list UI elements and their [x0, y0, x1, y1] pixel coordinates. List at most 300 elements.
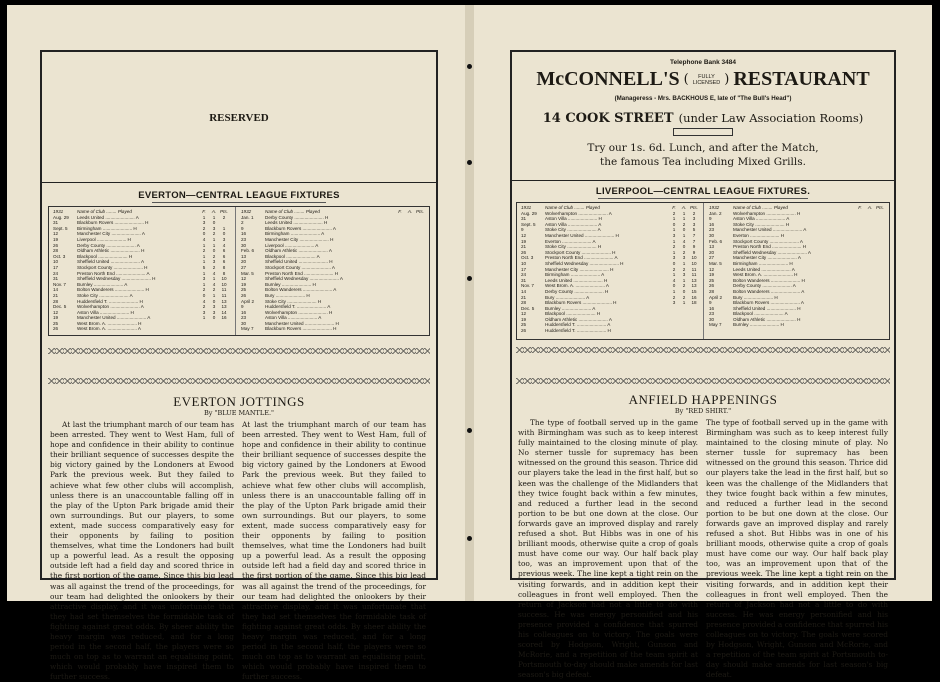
fixture-date: 17	[53, 264, 59, 270]
points: 13	[691, 283, 697, 289]
article-byline: By "BLUE MANTLE."	[203, 409, 275, 417]
fixture-club: Stockport County ....................... A	[265, 264, 335, 270]
fixture-date: Sept. 5	[521, 221, 536, 227]
fixture-club: Manchester City ....................... A	[733, 255, 801, 261]
for-header: F.	[672, 205, 676, 210]
goals-for: 2	[202, 225, 206, 231]
article-column-2	[706, 418, 888, 680]
goals-for: 1	[672, 272, 676, 278]
goals-for	[199, 326, 209, 332]
fixture-date: 17	[521, 266, 527, 272]
fixture-club: Oldham Athletic ....................... H	[77, 248, 145, 254]
goals-for: 1	[202, 270, 206, 276]
goals-for: 0	[672, 260, 676, 266]
fixture-club: Stoke City ....................... H	[545, 244, 602, 250]
club-header: Name of Club ........ Played	[265, 209, 320, 214]
article-byline: By "RED SHIRT."	[674, 407, 732, 415]
year-label: 1931	[53, 209, 64, 214]
points: 3	[692, 221, 696, 227]
fixture-date: 16	[709, 305, 715, 311]
goals-against: 3	[682, 255, 686, 261]
goals-against: 4	[682, 238, 686, 244]
decorative-bar	[673, 128, 733, 136]
fixture-club: Bury ....................... A	[545, 294, 590, 300]
goals-against: 0	[212, 248, 216, 254]
goals-against: 1	[212, 276, 216, 282]
fixture-date: 26	[241, 292, 247, 298]
goals-against: 1	[682, 232, 686, 238]
fixture-club: Liverpool ....................... A	[265, 242, 319, 248]
goals-for: 3	[672, 232, 676, 238]
reserved-label: RESERVED	[209, 112, 269, 124]
fixture-club: Stockport County ....................... H	[545, 249, 616, 255]
fixture-date: May 7	[241, 326, 254, 332]
fixture-club: Wolverhampton ....................... H	[733, 210, 801, 216]
points: 13	[221, 298, 227, 304]
fixture-date: 10	[521, 260, 527, 266]
fixture-date: 31	[53, 276, 59, 282]
fixture-date: 13	[241, 253, 247, 259]
points: 11	[221, 292, 227, 298]
goals-against	[865, 322, 875, 328]
fixture-date: 19	[53, 236, 59, 242]
fixture-club: Huddersfield T. ....................... A	[545, 322, 611, 328]
address-line	[512, 107, 894, 126]
goals-against: 1	[682, 300, 686, 306]
staple-hole	[467, 536, 472, 541]
fixture-club: Aston Villa ....................... A	[733, 216, 790, 222]
points	[689, 328, 699, 334]
fixture-club: Blackpool ....................... A	[265, 253, 320, 259]
goals-against: 3	[682, 272, 686, 278]
fixture-club: Sheffield United ....................... H	[733, 305, 801, 311]
for-header: F.	[202, 209, 206, 214]
goals-against: 1	[682, 260, 686, 266]
fixture-club: Manchester United ....................... A	[77, 315, 151, 321]
fixture-club: Blackpool ....................... H	[545, 311, 601, 317]
fixture-club: Birmingham ....................... A	[265, 231, 325, 237]
fixture-club: Leeds United ....................... A	[77, 214, 139, 220]
fixture-club: Bolton Wanderers ....................... H	[77, 287, 149, 293]
fixture-date: 20	[709, 249, 715, 255]
fixture-date: 9	[521, 227, 524, 233]
fixture-club: Stoke City ....................... H	[733, 221, 790, 227]
article-body: The type of football served up in the game with Birmingham was such as to keep interest fully maintained to the closing minute of play. No sterner tussle for supremacy has been witnessed on the ground this season. Thrice did our players take the lead in the first half, but so keen was the challenge of the Midlanders that they twice fought back within a few minutes, and reduced a further lead in the second portion to be but one down at the close. Our forwards gave an improved display and rarely refused a shot. But Hibbs was in one of his brilliant moods, otherwise quite a crop of goals must have come our way. Our half back play too, was an improvement upon that of the previous week. The line kept a tight rein on the visiting forwards, and in addition kept their colleagues in front well employed. Then the return of Jackson had not a little to do with success. He was energy personified and his presence provided a confidence that spurred his colleagues on to victory. The goals were scored by Hodgson, Wright, Gunson and McRorie, and a repetition of the team spirit at Portsmouth to-day should make amends for last season's big defeat.	[518, 418, 698, 680]
telephone-number: Telephone Bank 3484	[670, 59, 736, 66]
fixture-date: 23	[709, 311, 715, 317]
goals-for: 2	[202, 287, 206, 293]
restaurant-name-left: McCONNELL'S	[536, 68, 680, 90]
points: 6	[222, 253, 226, 259]
fixture-date: 26	[521, 249, 527, 255]
goals-for: 2	[202, 304, 206, 310]
article-body: At last the triumphant march of our team has been arrested. They went to West Ham, full of hope and confidence in their ability to continue their brilliant sequence of successes despite the big victory gained by the Londoners at Ewood Park the previous week. But they failed to achieve what few other clubs will accomplish, unless there is an unaccountable falling off in the play of the Upton Park brigade amid their own surroundings. But our players, to some extent, made success comparatively easy for their opponents by failing to position themselves, what time the Londoners had built up a powerful lead. As a result the opposing outside left had a field day and scored thrice in the first portion of the game. Since this big lead was all against the trend of the proceedings, for our team had delighted the onlookers by their attractive display, and it was unfortunate that they had set themselves the formidable task of fighting against great odds. By sheer ability the heavy margin was reduced, and for a long period in the second half, the players were so much on top as to warrant an equalising point, which would probably have inspired them to further success.	[50, 420, 234, 682]
fixture-club: Bury ....................... H	[265, 292, 310, 298]
points: 13	[221, 304, 227, 310]
fixture-date: 21	[53, 292, 59, 298]
fixture-date: 26	[521, 328, 527, 334]
fixture-date: 28	[53, 298, 59, 304]
fixture-date: 26	[53, 326, 59, 332]
goals-against: 2	[682, 266, 686, 272]
fixture-club: Derby County ....................... A	[733, 283, 796, 289]
goals-against: 0	[212, 315, 216, 321]
fixture-club: Blackburn Rovers ....................... A	[733, 300, 804, 306]
fixture-date: 14	[521, 288, 527, 294]
fixture-club: Derby County ....................... H	[265, 214, 329, 220]
goals-for: 0	[672, 283, 676, 289]
points: 9	[692, 249, 696, 255]
goals-against: 2	[212, 287, 216, 293]
fixture-date: 12	[241, 276, 247, 282]
points: 11	[691, 272, 697, 278]
fixture-date: 31	[521, 277, 527, 283]
club-header: Name of Club ........ Played	[545, 205, 600, 210]
points-header: Pts.	[416, 209, 424, 214]
fixture-club: West Brom. A. ....................... H	[77, 320, 142, 326]
fixture-club: Oldham Athletic ....................... H	[733, 316, 801, 322]
fixture-club: Stoke City ....................... A	[545, 227, 601, 233]
goals-for: 2	[672, 266, 676, 272]
fixture-date: April 2	[241, 298, 255, 304]
divider	[152, 202, 326, 203]
fixture-date: 27	[709, 255, 715, 261]
goals-for: 2	[672, 210, 676, 216]
fixture-club: Bolton Wanderers ....................... A	[733, 288, 805, 294]
goals-against: 1	[212, 214, 216, 220]
points: 13	[691, 277, 697, 283]
fixture-date: 9	[709, 300, 712, 306]
goals-for: 1	[202, 315, 206, 321]
fixture-club: Birmingham ....................... H	[77, 225, 137, 231]
points: 16	[691, 294, 697, 300]
goals-against: 4	[212, 281, 216, 287]
fixture-date: 12	[521, 311, 527, 317]
fixture-club: Leeds United ....................... H	[545, 277, 608, 283]
fixture-date: 19	[53, 315, 59, 321]
fixture-date: 27	[241, 264, 247, 270]
points	[219, 326, 229, 332]
points: 0	[222, 231, 226, 237]
goals-for: 0	[202, 292, 206, 298]
fixture-club: Manchester City ....................... H	[545, 266, 614, 272]
goals-for: 1	[672, 238, 676, 244]
fixture-club: Stockport County ....................... H	[77, 264, 148, 270]
fixture-date: 10	[53, 259, 59, 265]
fixture-club: Bury ....................... H	[733, 294, 778, 300]
fixture-date: 13	[709, 244, 715, 250]
goals-against: 0	[212, 298, 216, 304]
goals-against: 1	[212, 242, 216, 248]
fixture-club: Blackpool ....................... A	[733, 311, 788, 317]
staple-hole	[467, 276, 472, 281]
goals-for: 4	[672, 277, 676, 283]
fixture-date: Oct. 3	[521, 255, 534, 261]
article-body-continued: At last the triumphant march of our team has been arrested. They went to West Ham, full of hope and confidence in their ability to continue their brilliant sequence of successes despite the big victory gained by the Londoners at Ewood Park the previous week. But they failed to achieve what few other clubs will accomplish, unless there is an unaccountable falling off in the play of the Upton Park brigade amid their own surroundings. But our players, to some extent, made success comparatively easy for their opponents by failing to position themselves, what time the Londoners had built up a powerful lead. As a result the opposing outside left had a field day and scored thrice in the first portion of the game. Since this big lead was all against the trend of the proceedings, for our team had delighted the onlookers by their attractive display, and it was unfortunate that they had set themselves the formidable task of fighting against great odds. By sheer ability the heavy margin was reduced, and for a long period in the second half, the players were so much on top as to warrant an equalising point, which would probably have inspired them to further success.	[242, 420, 426, 682]
fixture-date: 31	[53, 220, 59, 226]
points: 18	[691, 300, 697, 306]
goals-against: 2	[212, 231, 216, 237]
goals-for: 1	[672, 216, 676, 222]
fixture-club: West Brom. A. ....................... H	[733, 272, 798, 278]
goals-against: 1	[682, 277, 686, 283]
goals-for	[669, 328, 679, 334]
points: 6	[222, 248, 226, 254]
licence-note: FULLY LICENSED	[692, 73, 721, 86]
article-title: EVERTON JOTTINGS	[173, 394, 305, 409]
fixtures-first-half	[53, 209, 229, 333]
goals-for: 3	[202, 276, 206, 282]
right-page-frame	[510, 50, 896, 680]
fixture-date: 26	[53, 242, 59, 248]
liverpool-fixtures-table	[516, 202, 890, 340]
points-header: Pts.	[876, 205, 884, 210]
fixture-club: Huddersfield T. ....................... H	[545, 328, 611, 334]
goals-against: 1	[682, 216, 686, 222]
points: 16	[221, 315, 227, 321]
fixture-club: Preston North End ....................... A	[545, 255, 618, 261]
goals-for: 3	[202, 309, 206, 315]
for-header: F.	[858, 205, 862, 210]
fixture-club: Preston North End ....................... A	[77, 270, 150, 276]
club-header: Name of Club ........ Played	[77, 209, 132, 214]
points: 10	[691, 260, 697, 266]
points: 2	[222, 214, 226, 220]
article-column-1	[518, 418, 698, 680]
address: 14 COOK STREET	[542, 111, 674, 126]
points	[875, 322, 885, 328]
points: 14	[221, 309, 227, 315]
fixture-date: 21	[521, 244, 527, 250]
fixture-club: Manchester United ....................... H	[545, 232, 619, 238]
goals-for: 2	[672, 294, 676, 300]
divider	[512, 180, 894, 181]
points: 3	[222, 236, 226, 242]
against-header: A.	[211, 209, 217, 214]
goals-for: 3	[672, 300, 676, 306]
fixture-date: 25	[53, 320, 59, 326]
restaurant-name-right: RESTAURANT	[733, 68, 870, 90]
goals-for: 0	[202, 231, 206, 237]
fixtures-second-half	[709, 205, 885, 337]
points: 15	[691, 288, 697, 294]
fixture-club: Sheffield Wednesday ....................... H	[545, 260, 624, 266]
fixture-date: 31	[521, 216, 527, 222]
year-label: 1932	[709, 205, 720, 210]
fixture-club: Blackburn Rovers ....................... H	[265, 326, 337, 332]
wavy-divider	[516, 378, 890, 384]
fixture-date: 25	[241, 287, 247, 293]
fixture-club: Huddersfield T. ....................... A	[265, 304, 331, 310]
fixture-date: 21	[521, 294, 527, 300]
fixture-club: Blackpool ....................... H	[77, 253, 133, 259]
fixture-club: Stoke City ....................... H	[265, 298, 322, 304]
goals-against: 3	[212, 309, 216, 315]
fixture-club: Aston Villa ....................... A	[265, 315, 322, 321]
goals-against: 2	[682, 294, 686, 300]
goals-against: 2	[682, 221, 686, 227]
fixture-date: 26	[709, 283, 715, 289]
fixture-date: Mar. 5	[709, 260, 722, 266]
points: 8	[222, 270, 226, 276]
fixture-club: Sheffield United ....................... A	[77, 259, 145, 265]
points: 10	[221, 276, 227, 282]
points: 7	[692, 238, 696, 244]
goals-for: 1	[202, 253, 206, 259]
fixture-club: Oldham Athletic ....................... A	[545, 316, 612, 322]
fixture-date: 16	[709, 221, 715, 227]
fixture-date: 19	[241, 281, 247, 287]
against-header: A.	[681, 205, 687, 210]
fixture-club: Blackburn Rovers ....................... H	[77, 220, 149, 226]
fixture-date: Dec. 5	[53, 304, 67, 310]
fixture-club: Burnley ....................... H	[265, 281, 316, 287]
fixture-club: Birmingham ....................... H	[733, 260, 793, 266]
fixture-row	[53, 326, 229, 332]
fixture-club: Oldham Athletic ....................... A	[265, 248, 332, 254]
fixture-club: West Brom. A. ....................... A	[545, 283, 609, 289]
restaurant-name: McCONNELL'S ( FULLY LICENSED ) RESTAURANT	[536, 68, 870, 90]
goals-against: 3	[212, 259, 216, 265]
fixture-date: 28	[709, 288, 715, 294]
fixture-club: Stoke City ....................... A	[77, 292, 133, 298]
fixture-club: Burnley ....................... H	[733, 322, 784, 328]
goals-for: 1	[202, 281, 206, 287]
points-header: Pts.	[220, 209, 228, 214]
fixture-club: Birmingham ....................... A	[545, 272, 605, 278]
fixture-date: Sept. 5	[53, 225, 68, 231]
fixture-club: Wolverhampton ....................... H	[265, 309, 333, 315]
fixture-club: Aston Villa ....................... H	[77, 309, 134, 315]
binding-gutter	[465, 5, 474, 601]
fixture-date: Nov. 7	[521, 283, 534, 289]
fixture-date: 12	[53, 231, 59, 237]
fixture-club: Burnley ....................... A	[545, 305, 596, 311]
divider	[598, 198, 808, 199]
club-header: Name of Club ........ Played	[733, 205, 788, 210]
reserved-advert-area	[42, 52, 436, 182]
fixture-date: 24	[521, 272, 527, 278]
goals-for: 1	[672, 227, 676, 233]
goals-for: 1	[672, 249, 676, 255]
fixture-date: 19	[521, 316, 527, 322]
points: 11	[691, 266, 697, 272]
points	[415, 326, 425, 332]
fixture-row	[521, 328, 699, 334]
fixture-date: Oct. 3	[53, 253, 66, 259]
points: 1	[222, 225, 226, 231]
fixture-date: 9	[241, 225, 244, 231]
fixture-club: Manchester City ....................... H	[265, 236, 334, 242]
fixture-date: 30	[709, 232, 715, 238]
fixture-club: Huddersfield T. ....................... H	[77, 298, 143, 304]
fixture-club: Leeds United ....................... A	[733, 266, 795, 272]
fixture-club: Everton ....................... H	[733, 232, 785, 238]
points: 7	[692, 232, 696, 238]
fixture-club: Derby County ....................... H	[545, 288, 609, 294]
fixture-date: May 7	[709, 322, 722, 328]
goals-for	[395, 326, 405, 332]
fixture-club: Manchester United ....................... A	[733, 227, 807, 233]
address-note: (under Law Association Rooms)	[678, 111, 864, 125]
fixture-date: 9	[709, 216, 712, 222]
wavy-divider	[48, 378, 430, 384]
fixture-date: 30	[241, 242, 247, 248]
goals-against: 0	[212, 220, 216, 226]
fixture-date: 12	[53, 309, 59, 315]
everton-fixtures-table	[48, 206, 430, 336]
goals-for: 0	[672, 221, 676, 227]
goals-against: 0	[682, 288, 686, 294]
fixture-date: 14	[53, 287, 59, 293]
fixture-date: Jan. 2	[709, 210, 722, 216]
fixture-club: Bolton Wanderers ....................... H	[733, 277, 805, 283]
points: 10	[691, 255, 697, 261]
fixture-date: Jan. 1	[241, 214, 254, 220]
goals-for: 1	[202, 214, 206, 220]
fixture-row	[709, 322, 885, 328]
article-body-continued: The type of football served up in the game with Birmingham was such as to keep interest fully maintained to the closing minute of play. No sterner tussle for supremacy has been witnessed on the ground this season. Thrice did our players take the lead in the first half, but so keen was the challenge of the Midlanders that they twice fought back within a few minutes, and reduced a further lead in the second portion to be but one down at the close. Our forwards gave an improved display and rarely refused a shot. But Hibbs was in one of his brilliant moods, otherwise quite a crop of goals must have come our way. Our half back play too, was an improvement upon that of the previous week. The line kept a tight rein on the visiting forwards, and in addition kept their colleagues in front well employed. Then the return of Jackson had not a little to do with success. He was energy personified and his presence provided a confidence that spurred his colleagues on to victory. The goals were scored by Hodgson, Wright, Gunson and McRorie, and a repetition of the team spirit at Portsmouth to-day should make amends for last season's big defeat.	[706, 418, 888, 680]
against-header: A.	[867, 205, 873, 210]
goals-against: 2	[682, 283, 686, 289]
fixture-club: Derby County ....................... A	[77, 242, 140, 248]
goals-against: 4	[212, 270, 216, 276]
fixture-club: Preston North End ....................... H	[265, 270, 339, 276]
divider	[42, 182, 436, 183]
fixture-club: Aston Villa ....................... A	[545, 221, 602, 227]
fixture-date: 19	[521, 238, 527, 244]
left-page-frame	[40, 50, 438, 682]
fixture-club: Blackburn Rovers ....................... H	[545, 300, 617, 306]
fixture-date: April 2	[709, 294, 723, 300]
fixture-date: Mar. 5	[241, 270, 254, 276]
fixture-date: Aug. 29	[521, 210, 537, 216]
staple-hole	[467, 64, 472, 69]
fixture-date: 20	[241, 259, 247, 265]
fixture-date: 12	[709, 266, 715, 272]
fixture-club: Sheffield Wednesday ....................... A	[733, 249, 811, 255]
goals-against	[405, 326, 415, 332]
staple-hole	[467, 428, 472, 433]
goals-for: 2	[672, 244, 676, 250]
goals-against: 1	[212, 236, 216, 242]
everton-fixtures-title: EVERTON—CENTRAL LEAGUE FIXTURES	[138, 190, 340, 201]
promo-text: Try our 1s. 6d. Lunch, and after the Match, the famous Tea including Mixed Grills.	[587, 142, 819, 168]
fixture-club: Aston Villa ....................... H	[545, 216, 602, 222]
year-label: 1932	[241, 209, 252, 214]
goals-against	[209, 326, 219, 332]
fixture-club: Stockport County ....................... A	[733, 238, 803, 244]
fixture-club: Burnley ....................... A	[77, 281, 128, 287]
goals-for: 2	[202, 248, 206, 254]
goals-for: 5	[202, 264, 206, 270]
wavy-divider	[48, 348, 430, 354]
goals-for: 4	[202, 298, 206, 304]
goals-against: 2	[212, 264, 216, 270]
goals-for: 1	[202, 259, 206, 265]
fixture-date: Feb. 6	[241, 248, 255, 254]
fixture-club: Bolton Wanderers ....................... A	[265, 287, 337, 293]
points: 5	[692, 227, 696, 233]
staple-hole	[467, 160, 472, 165]
fixture-date: 23	[241, 315, 247, 321]
article-column-2	[242, 420, 426, 682]
liverpool-fixtures-title: LIVERPOOL—CENTRAL LEAGUE FIXTURES.	[595, 186, 811, 197]
fixture-date: 23	[241, 236, 247, 242]
goals-against: 3	[212, 304, 216, 310]
fixture-club: Sheffield Wednesday ....................... H	[77, 276, 156, 282]
goals-for: 3	[202, 220, 206, 226]
